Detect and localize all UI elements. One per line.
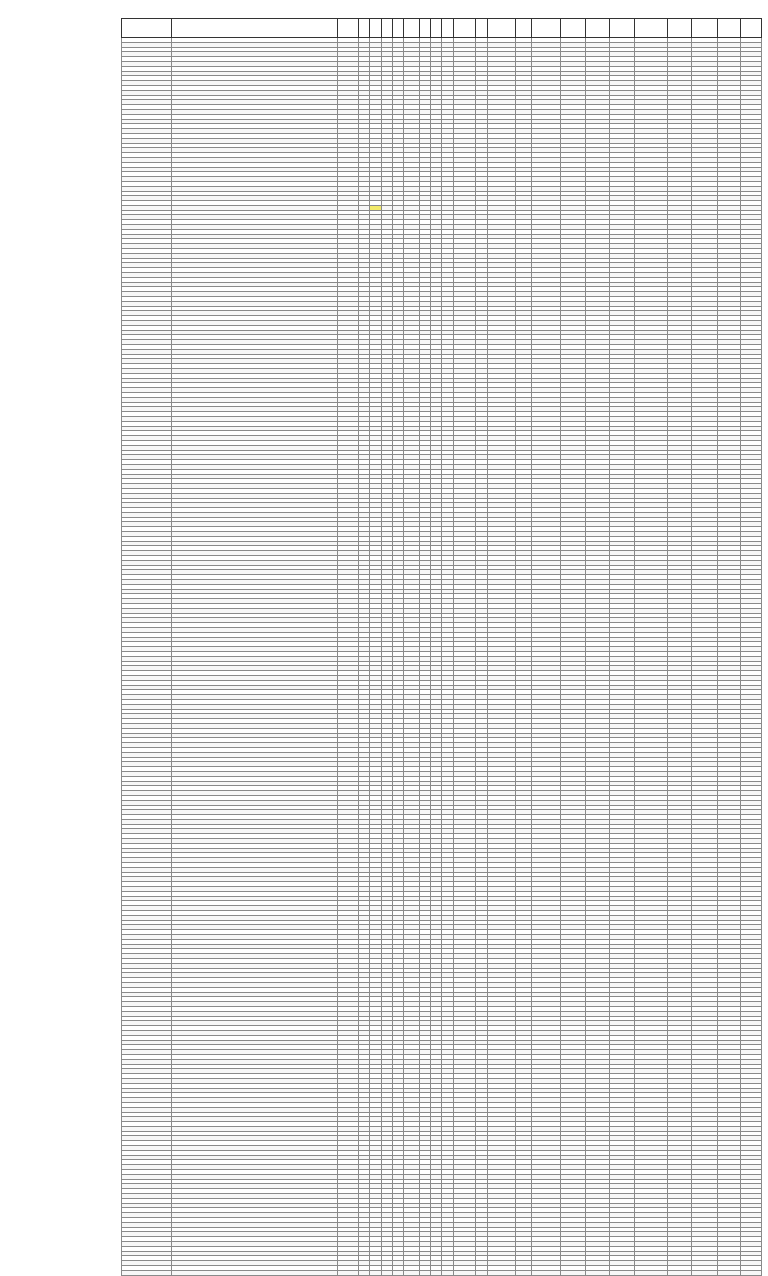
column-header <box>359 19 370 38</box>
column-header <box>172 19 338 38</box>
note-line <box>6 72 118 76</box>
note-line <box>6 100 118 104</box>
column-header <box>692 19 718 38</box>
note-block <box>6 137 118 148</box>
note-line <box>6 81 118 85</box>
note-block <box>6 152 118 159</box>
header-row <box>122 19 762 38</box>
note-block <box>6 109 118 116</box>
note-block <box>6 121 118 132</box>
column-header <box>667 19 692 38</box>
note-line <box>6 112 118 116</box>
column-header <box>560 19 585 38</box>
note-block <box>6 72 118 76</box>
column-header <box>420 19 431 38</box>
note-line <box>6 128 118 132</box>
note-line <box>6 144 118 148</box>
column-header <box>717 19 741 38</box>
column-header <box>393 19 404 38</box>
column-header <box>610 19 635 38</box>
column-header <box>337 19 358 38</box>
column-header <box>488 19 516 38</box>
note-block <box>6 81 118 85</box>
note-block <box>6 89 118 103</box>
column-header <box>741 19 762 38</box>
column-header <box>532 19 561 38</box>
column-header <box>454 19 475 38</box>
column-header <box>404 19 420 38</box>
sheet-notes <box>6 72 118 165</box>
column-header <box>516 19 532 38</box>
price-list-table <box>121 18 762 1276</box>
column-header <box>122 19 172 38</box>
column-header <box>442 19 454 38</box>
column-header <box>585 19 610 38</box>
note-line <box>6 156 118 160</box>
column-header <box>430 19 442 38</box>
column-header <box>475 19 488 38</box>
column-header <box>381 19 393 38</box>
column-header <box>634 19 667 38</box>
column-header <box>369 19 381 38</box>
table-body <box>122 38 762 1276</box>
